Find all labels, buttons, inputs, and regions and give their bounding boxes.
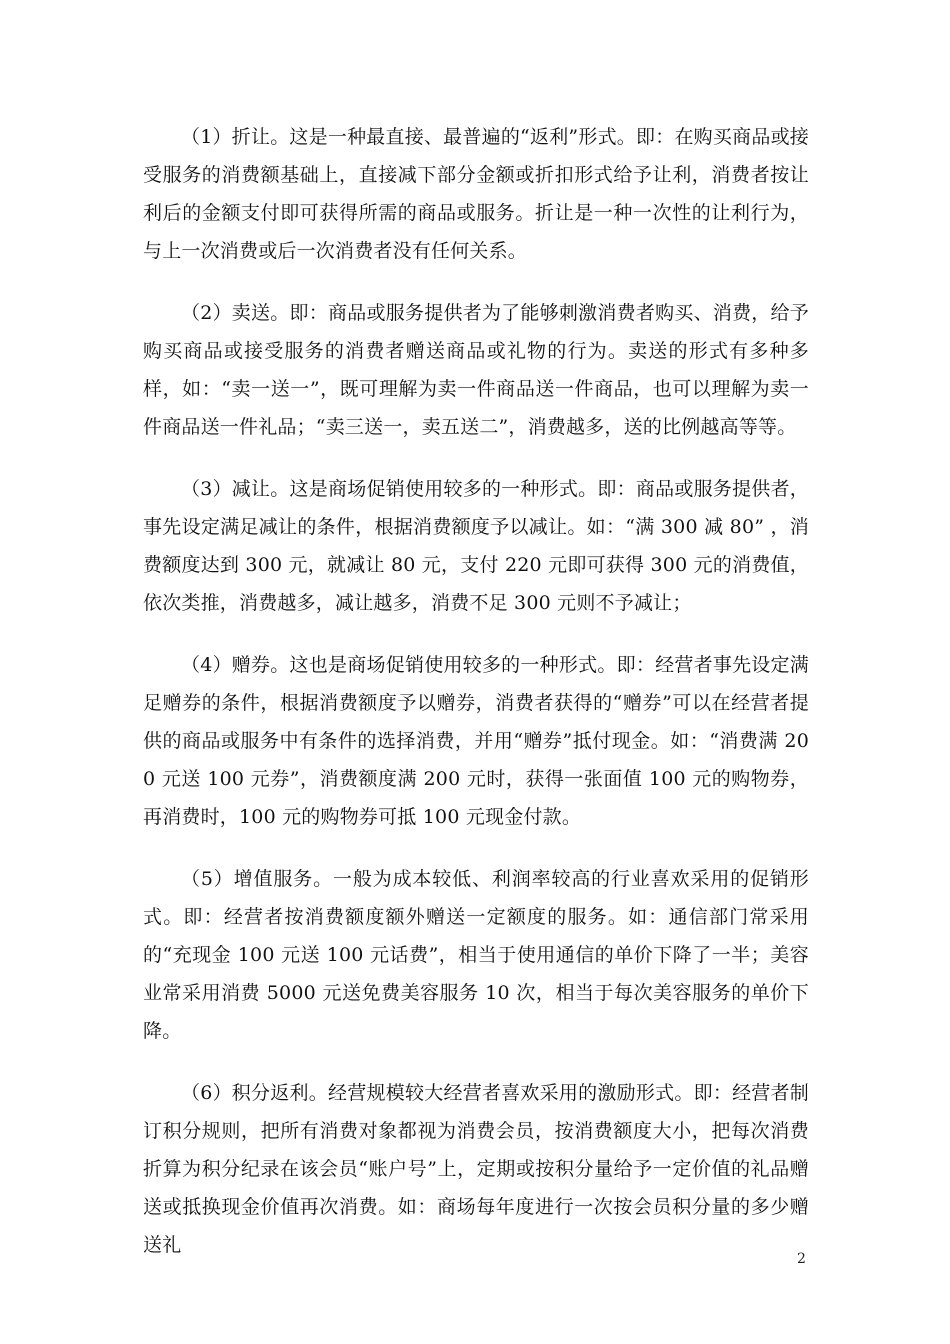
- paragraph-voucher: （4）赠券。这也是商场促销使用较多的一种形式。即：经营者事先设定满足赠券的条件，根据消费额度予以赠券，消费者获得的“赠券”可以在经营者提供的商品或服务中有条件的选择消费，并用“赠券”抵付现金。如：“消费满 200 元送 100 元券”，消费额度满 200 元时，获得一张面值 100 元的购物券，再消费时，100 元的购物券可抵 100 元现金付款。: [143, 654, 809, 828]
- page-content: [143, 118, 809, 1288]
- paragraph-discount: （1）折让。这是一种最直接、最普遍的“返利”形式。即：在购买商品或接受服务的消费额基础上，直接减下部分金额或折扣形式给予让利，消费者按让利后的金额支付即可获得所需的商品或服务。折让是一种一次性的让利行为，与上一次消费或后一次消费者没有任何关系。: [143, 126, 809, 262]
- paragraph-points-rebate: （6）积分返利。经营规模较大经营者喜欢采用的激励形式。即：经营者制订积分规则，把所有消费对象都视为消费会员，按消费额度大小，把每次消费折算为积分纪录在该会员“账户号”上，定期或按积分量给予一定价值的礼品赠送或抵换现金价值再次消费。如：商场每年度进行一次按会员积分量的多少赠送礼: [143, 1082, 809, 1256]
- paragraph-value-added-service: （5）增值服务。一般为成本较低、利润率较高的行业喜欢采用的促销形式。即：经营者按消费额度额外赠送一定额度的服务。如：通信部门常采用的“充现金 100 元送 100 元话费”，相当于使用通信的单价下降了一半；美容业常采用消费 5000 元送免费美容服务 10 次，相当于每次美容服务的单价下降。: [143, 868, 809, 1042]
- paragraph-gift-with-purchase: （2）卖送。即：商品或服务提供者为了能够刺激消费者购买、消费，给予购买商品或接受服务的消费者赠送商品或礼物的行为。卖送的形式有多种多样，如：“卖一送一”，既可理解为卖一件商品送一件商品，也可以理解为卖一件商品送一件礼品；“卖三送一，卖五送二”，消费越多，送的比例越高等等。: [143, 302, 809, 438]
- page-number: 2: [797, 1251, 806, 1267]
- paragraph-spend-reduction: （3）减让。这是商场促销使用较多的一种形式。即：商品或服务提供者，事先设定满足减让的条件，根据消费额度予以减让。如：“满 300 减 80” ，消费额度达到 300 元，就减让 80 元，支付 220 元即可获得 300 元的消费值，依次类推，消费越多，减让越多，消费不足 300 元则不予减让；: [143, 478, 809, 614]
